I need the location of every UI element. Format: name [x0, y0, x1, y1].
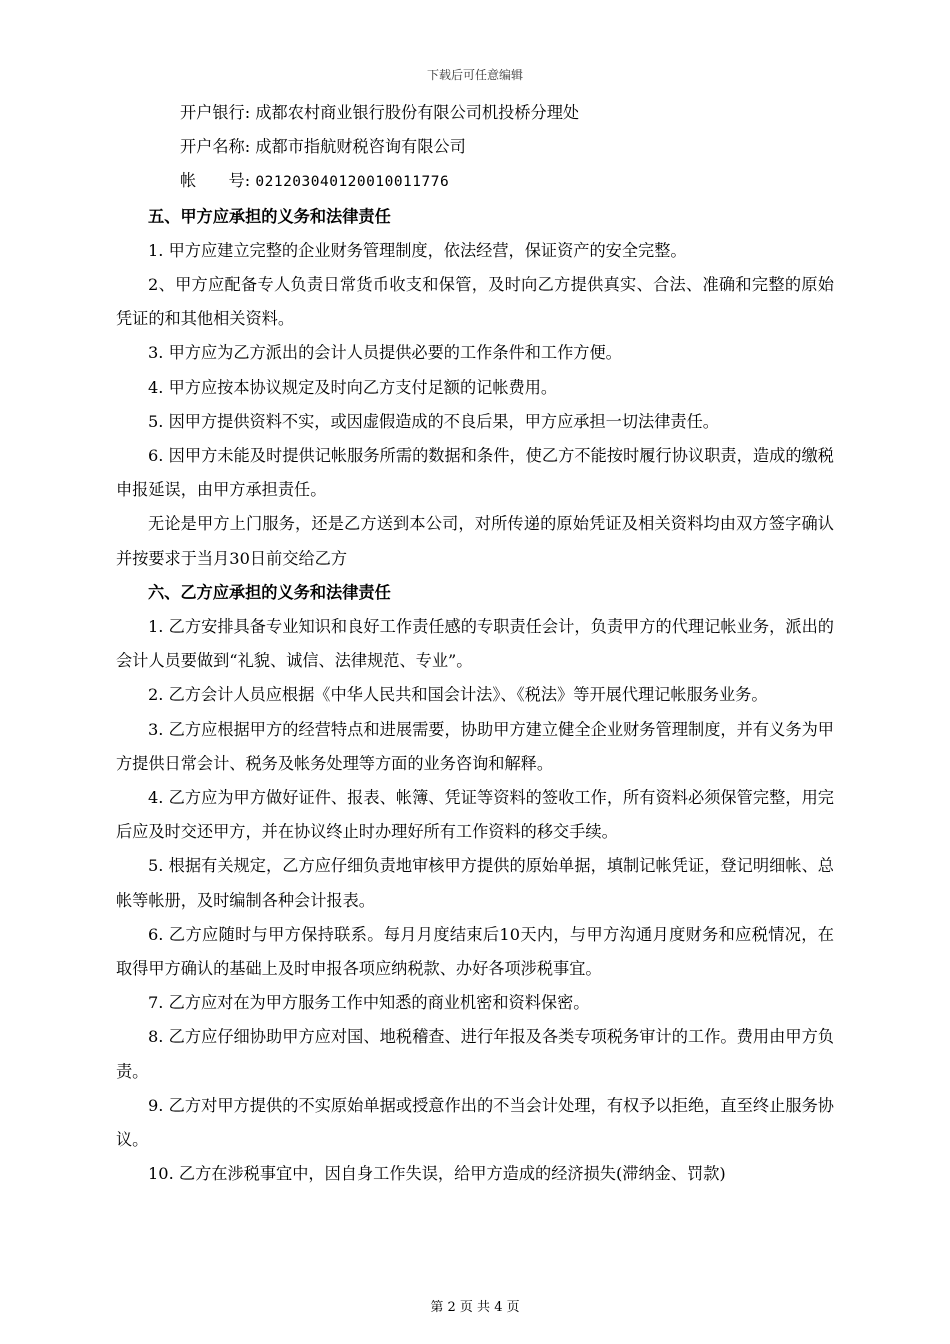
account-name-value: 成都市指航财税咨询有限公司	[255, 137, 466, 157]
account-number-label: 帐 号:	[180, 171, 251, 191]
page-header: 下载后可任意编辑	[426, 68, 523, 82]
section-5-item: 4. 甲方应按本协议规定及时向乙方支付足额的记帐费用。	[148, 377, 558, 397]
section-6-item: 9. 乙方对甲方提供的不实原始单据或授意作出的不当会计处理，有权予以拒绝，直至终止服务协议。	[116, 1095, 834, 1150]
account-number-value: 021203040120010011776	[255, 174, 450, 191]
section-5-title: 五、甲方应承担的义务和法律责任	[148, 206, 391, 226]
section-6-item: 8. 乙方应仔细协助甲方应对国、地税稽查、进行年报及各类专项税务审计的工作。费用由甲方负责。	[116, 1027, 834, 1081]
section-6-item: 10. 乙方在涉税事宜中，因自身工作失误，给甲方造成的经济损失(滞纳金、罚款)	[148, 1164, 726, 1184]
section-6-item: 6. 乙方应随时与甲方保持联系。每月月度结束后10天内，与甲方沟通月度财务和应税情况，在取得甲方确认的基础上及时申报各项应纳税款、办好各项涉税事宜。	[116, 924, 834, 979]
account-name-line	[116, 130, 834, 164]
section-5-item: 1. 甲方应建立完整的企业财务管理制度，依法经营，保证资产的安全完整。	[148, 240, 687, 260]
section-6-item: 1. 乙方安排具备专业知识和良好工作责任感的专职责任会计，负责甲方的代理记帐业务，派出的会计人员要做到“礼貌、诚信、法律规范、专业”。	[116, 617, 834, 671]
section-6-item: 2. 乙方会计人员应根据《中华人民共和国会计法》、《税法》等开展代理记帐服务业务。	[148, 685, 768, 705]
account-number-line	[116, 164, 834, 199]
bank-value: 成都农村商业银行股份有限公司机投桥分理处	[255, 103, 580, 122]
section-6-item: 5. 根据有关规定，乙方应仔细负责地审核甲方提供的原始单据，填制记帐凭证，登记明细帐、总帐等帐册，及时编制各种会计报表。	[116, 856, 834, 910]
account-name-label: 开户名称:	[180, 137, 251, 157]
section-6-item: 3. 乙方应根据甲方的经营特点和进展需要，协助甲方建立健全企业财务管理制度，并有义务为甲方提供日常会计、税务及帐务处理等方面的业务咨询和解释。	[116, 719, 834, 773]
section-6-title: 六、乙方应承担的义务和法律责任	[148, 582, 391, 602]
section-6-item: 4. 乙方应为甲方做好证件、报表、帐簿、凭证等资料的签收工作，所有资料必须保管完整，用完后应及时交还甲方，并在协议终止时办理好所有工作资料的移交手续。	[116, 788, 834, 842]
section-5-item: 5. 因甲方提供资料不实，或因虚假造成的不良后果，甲方应承担一切法律责任。	[148, 411, 719, 431]
section-5-note: 无论是甲方上门服务，还是乙方送到本公司，对所传递的原始凭证及相关资料均由双方签字确认并按要求于当月30日前交给乙方	[116, 514, 834, 568]
document-body	[116, 96, 834, 1192]
section-5-item: 3. 甲方应为乙方派出的会计人员提供必要的工作条件和工作方便。	[148, 343, 622, 363]
section-5-item: 2、甲方应配备专人负责日常货币收支和保管，及时向乙方提供真实、合法、准确和完整的原始凭证的和其他相关资料。	[116, 275, 834, 329]
bank-label: 开户银行:	[180, 103, 251, 122]
section-6-item: 7. 乙方应对在为甲方服务工作中知悉的商业机密和资料保密。	[148, 993, 590, 1013]
bank-name-line	[116, 96, 834, 130]
page-footer: 第 2 页 共 4 页	[430, 1300, 520, 1315]
section-5-item: 6. 因甲方未能及时提供记帐服务所需的数据和条件，使乙方不能按时履行协议职责，造成的缴税申报延误，由甲方承担责任。	[116, 446, 834, 500]
